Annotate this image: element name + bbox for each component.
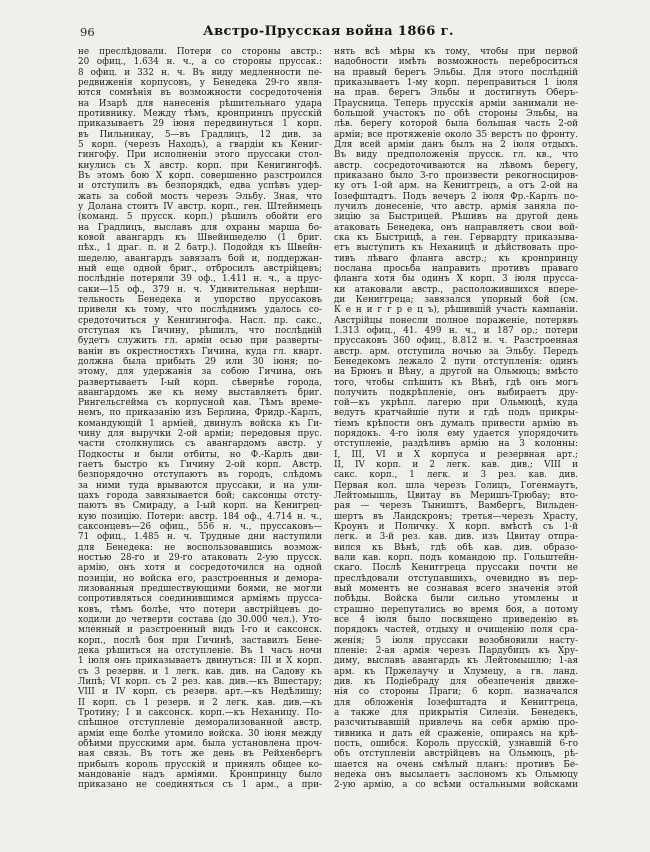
- text-line: позиціи, но войска его, разстроенныя и демора-: [78, 573, 322, 584]
- text-line: преслѣдовали отступавшихъ, очевидно въ пер-: [334, 573, 578, 584]
- text-line: 71 офиц., 1.485 н. ч. Трудные дни наступили: [78, 532, 322, 543]
- text-line: 2-ую армію, а со всѣми остальными войсками: [334, 780, 578, 791]
- text-line: паютъ въ Смираду, а I-ый корп. на Кенигрец-: [78, 501, 322, 512]
- text-line: съ 3 резервн. и 1 легк. кав. див. на Садову къ: [78, 666, 322, 677]
- text-line: арміи; все протяженіе около 35 верстъ по фронту.: [334, 129, 578, 140]
- text-line: Лейтомышль, Цвитау въ Меришъ-Трюбау; вто-: [334, 491, 578, 502]
- text-line: не преслѣдовали. Потери со стороны австр.:: [78, 47, 322, 57]
- text-line: тивника и дать ей сраженіе, опираясь на крѣ-: [334, 728, 578, 739]
- text-line: побѣды. Войска были сильно утомлены и: [334, 594, 578, 605]
- text-line: противнику. Между тѣмъ, кронпринцъ прусскій: [78, 108, 322, 119]
- text-line: ска къ Быстрицѣ, а ген. Гервардту приказыва-: [334, 232, 578, 243]
- text-line: ди Кениггреца; завязался упорный бой (см.: [334, 294, 578, 305]
- text-line: лучилъ донесеніе, что австр. армія заняла по-: [334, 201, 578, 212]
- text-line: все 4 іюля было посвящено приведенію въ: [334, 615, 578, 626]
- text-line: недека онъ высылаетъ заслономъ къ Ольмюцу: [334, 769, 578, 780]
- text-line: большой участокъ по обѣ стороны Эльбы, на: [334, 108, 578, 119]
- text-line: гингофу. При исполненіи этого пруссаки стол-: [78, 150, 322, 161]
- text-line: приказано было 3-го произвести рекогносциров-: [334, 170, 578, 181]
- text-line: саки—15 оф., 379 н. ч. Удивительная нерѣши-: [78, 284, 322, 295]
- text-line: развертываетъ I-ый корп. сѣвернѣе города,: [78, 377, 322, 388]
- text-line: средоточиться у Кенигингофа. Насл. пр. сакс.,: [78, 315, 322, 326]
- text-line: Праусница. Теперь прусскія арміи занимали не-: [334, 98, 578, 109]
- text-line: етъ выступить къ Неханицѣ и дѣйствовать про-: [334, 243, 578, 254]
- text-line: должна была прибыть 29 или 30 іюня; по-: [78, 356, 322, 367]
- text-line: ковъ, тѣмъ болѣе, что потери австрійцевъ до-: [78, 604, 322, 615]
- text-line: скаго. Послѣ Кениггреца пруссаки почти не: [334, 563, 578, 574]
- text-line: жать за собой мостъ черезъ Эльбу. Зная, что: [78, 191, 322, 202]
- text-line: тивъ лѣваго фланга австр.; къ кронпринцу: [334, 253, 578, 264]
- text-line: объ отступленіи австрійцевъ на Ольмюцъ, рѣ-: [334, 749, 578, 760]
- text-line: пленіе: 2-ая армія черезъ Пардубицъ къ Хру-: [334, 646, 578, 657]
- text-line: мленный и разстроенный видъ I-го и саксонск.: [78, 625, 322, 636]
- text-line: Кроунъ и Поличку. X корп. вмѣстѣ съ 1-й: [334, 522, 578, 533]
- text-line: на правый берегъ Эльбы. Для этого послѣдній: [334, 67, 578, 78]
- text-line: этому, для удержанія за собою Гичина, онъ: [78, 367, 322, 378]
- text-line: немъ, по приказанію изъ Берлина, Фридр.-Карлъ,: [78, 408, 322, 419]
- text-line: на Брюнъ и Вѣну, а другой на Ольмюцъ; вмѣсто: [334, 367, 578, 378]
- text-line: гаетъ быстро къ Гичину 2-ой корп. Австр.: [78, 460, 322, 471]
- text-line: гой—къ укрѣпл. лагерю при Ольмюцѣ, куда: [334, 398, 578, 409]
- text-line: 20 офиц., 1.634 н. ч., а со стороны пруссак.:: [78, 57, 322, 68]
- running-title: Австро-Прусская война 1866 г.: [203, 24, 454, 39]
- text-line: арм. къ Пржелаучу и Хлумецу, а гв. ланд.: [334, 666, 578, 677]
- text-line: сопротивляться соединившимся арміямъ прусса-: [78, 594, 322, 605]
- text-line: ются сомнѣнія въ возможности сосредоточенія: [78, 88, 322, 99]
- text-line: женія; 5 іюля пруссаки возобновили насту-: [334, 635, 578, 646]
- text-line: лѣв. берегу которой была большая часть 2-ой: [334, 119, 578, 130]
- text-line: на Градлицъ, выславъ для охраны марша бо-: [78, 222, 322, 233]
- text-line: Подкосты и были отбиты, но Ф.-Карлъ дви-: [78, 449, 322, 460]
- text-line: порядокъ. 4-го іюля ему удается упорядочить: [334, 429, 578, 440]
- text-line: дека рѣшиться на отступленіе. Въ 1 часъ ночи: [78, 646, 322, 657]
- text-line: безпорядочно отступаютъ въ городъ, слѣдомъ: [78, 470, 322, 481]
- text-line: привели къ тому, что послѣднимъ удалось со-: [78, 305, 322, 316]
- text-line: страшно перепутались во время боя, а потому: [334, 604, 578, 615]
- text-line: отступленіе, раздѣливъ армію на 3 колонны:: [334, 439, 578, 450]
- text-line: 1.313 офиц., 41. 499 н. ч., и 187 ор.; потери: [334, 325, 578, 336]
- text-line: ная связь. Въ тотъ же день въ Рейхенбергъ: [78, 749, 322, 760]
- text-line: фланга хотя бы одинъ X корп. 3 іюля прусса-: [334, 274, 578, 285]
- text-line: послѣдніе потеряли 39 оф., 1.411 н. ч., а прус-: [78, 274, 322, 285]
- text-line: атаковать Бенедека, онъ направляетъ свои вой-: [334, 222, 578, 233]
- text-line: и отступилъ въ безпорядкѣ, едва успѣвъ удер-: [78, 181, 322, 192]
- text-line: зицію за Быстрицей. Рѣшивъ на другой день: [334, 212, 578, 223]
- text-line: К е н и г г р е ц ъ), рѣшившій участь кампаніи.: [334, 305, 578, 316]
- text-line: I, III, VI и X корпуса и резервная арт.;: [334, 449, 578, 460]
- text-line: того, чтобы спѣшить къ Вѣнѣ, гдѣ онъ могъ: [334, 377, 578, 388]
- text-line: диму, выславъ авангардъ къ Лейтомышлю; 1-ая: [334, 656, 578, 667]
- text-line: Рингельсгейма съ корпусной кав. Тѣмъ време-: [78, 398, 322, 409]
- text-line: рая — черезъ Тыништъ, Вамбергъ, Вильден-: [334, 501, 578, 512]
- text-line: за ними туда врываются пруссаки, и на ули-: [78, 480, 322, 491]
- text-line: вился къ Вѣнѣ, гдѣ обѣ кав. див. образо-: [334, 542, 578, 553]
- text-line: для Бенедека: не воспользовавшись возмож-: [78, 542, 322, 553]
- text-line: ковой авангардъ къ Швейншеделю (1 бриг.: [78, 232, 322, 243]
- text-line: ностью 28-го и 29-го атаковать 2-ую прусск.: [78, 553, 322, 564]
- text-line: чину для выручки 2-ой арміи; передовыя прус.: [78, 429, 322, 440]
- text-line: II корп. съ 1 резерв. и 2 легк. кав. див.—къ: [78, 697, 322, 708]
- text-line: тіемъ крѣпости онъ думалъ привести армію въ: [334, 418, 578, 429]
- text-line: Для всей арміи данъ былъ на 2 іюля отдыхъ.: [334, 139, 578, 150]
- text-line: VIII и IV корп. съ резерв. арт.—къ Недѣлишу;: [78, 687, 322, 698]
- text-line: армію, онъ хотя и сосредоточился на одной: [78, 563, 322, 574]
- text-line: въ Пильникау, 5—въ Градлицъ, 12 див. за: [78, 129, 322, 140]
- text-line: части столкнулись съ авангардомъ австр. у: [78, 439, 322, 450]
- text-line: отступая къ Гичину, рѣшилъ, что послѣдній: [78, 325, 322, 336]
- text-line: лизованныя предшествующими боями, не могли: [78, 584, 322, 595]
- text-line: приказываетъ 29 іюня передвинуться 1 корп.: [78, 119, 322, 130]
- text-line: шается на очень смѣлый планъ: противъ Бе-: [334, 759, 578, 770]
- text-line: легк. и 3-й рез. кав. див. изъ Цвитау отпра-: [334, 532, 578, 543]
- left-column: [78, 47, 322, 791]
- text-line: для обложенія Іозефштадта и Кениггреца,: [334, 697, 578, 708]
- text-line: послана просьба направить противъ праваго: [334, 263, 578, 274]
- text-line: пость, ошибся. Король прусскій, узнавшій 6-го: [334, 738, 578, 749]
- text-line: Бенедекомъ лежало 2 пути отступленія: одинъ: [334, 356, 578, 367]
- text-line: пруссаковъ 360 офиц., 8.812 н. ч. Разстроенная: [334, 336, 578, 347]
- text-line: Въ этомъ бою X корп. совершенно разстроился: [78, 170, 322, 181]
- text-line: Липѣ; VI корп. съ 2 рез. кав. див.—къ Вшестару;: [78, 677, 322, 688]
- page-header: [78, 24, 579, 40]
- text-line: нять всѣ мѣры къ тому, чтобы при первой: [334, 47, 578, 57]
- text-line: ходили до четверти состава (до 30.000 чел.). Уто-: [78, 615, 322, 626]
- text-line: II, IV корп. и 2 легк. кав. див.; VIII и: [334, 460, 578, 471]
- text-line: вый моментъ не сознавая всего значенія этой: [334, 584, 578, 595]
- text-line: 1 іюля онъ приказываетъ двинуться: III и X корп.: [78, 656, 322, 667]
- text-line: кую позицію. Потери: австр. 184 оф., 4.714 н. ч.,: [78, 511, 322, 522]
- text-line: ный еще одной бриг., отбросилъ австрійцевъ;: [78, 263, 322, 274]
- text-line: 8 офиц. и 332 н. ч. Въ виду медленности пе-: [78, 67, 322, 78]
- text-line: шертъ въ Ландскронъ; третья—черезъ Храсту,: [334, 511, 578, 522]
- text-line: (команд. 5 прусск. корп.) рѣшилъ обойти его: [78, 212, 322, 223]
- text-line: на прав. берегъ Эльбы и достигнуть Оберъ-: [334, 88, 578, 99]
- text-line: вали кав. корп. подъ командою пр. Гольштейн-: [334, 553, 578, 564]
- text-line: сакс. корп., 1 легк. и 3 рез. кав. див.: [334, 470, 578, 481]
- text-line: 5 корп. (черезъ Находъ), а гвардіи къ Кениг-: [78, 139, 322, 150]
- text-line: нія со стороны Праги; 6 корп. назначался: [334, 687, 578, 698]
- text-block: [78, 47, 579, 791]
- text-line: австр. арм. отступила ночью за Эльбу. Передъ: [334, 346, 578, 357]
- text-line: ваніи въ окрестностяхъ Гичина, куда гл. кварт.: [78, 346, 322, 357]
- text-line: приказано не соединяться съ 1 арм., а при-: [78, 780, 322, 791]
- text-line: у Долана стоитъ IV австр. корп., ген. Штейнмецъ: [78, 201, 322, 212]
- text-line: порядокъ частей, отдыху и очищенію поля сра-: [334, 625, 578, 636]
- text-line: авангардомъ же къ нему выставляетъ бриг.: [78, 387, 322, 398]
- text-line: див. къ Подіебраду для обезпеченія движе-: [334, 677, 578, 688]
- text-line: шеделю, авангардъ завязалъ бой и, поддержан-: [78, 253, 322, 264]
- text-line: прибылъ король прусскій и принялъ общее ко-: [78, 759, 322, 770]
- text-line: приказываетъ 1-му корп. переправиться 1 іюля: [334, 77, 578, 88]
- text-line: разсчитывавшій привлечь на себя армію про-: [334, 718, 578, 729]
- text-line: ведутъ кратчайшіе пути и гдѣ подъ прикры-: [334, 408, 578, 419]
- text-line: а также для прикрытія Силезіи. Бенедекъ,: [334, 708, 578, 718]
- text-line: тельность Бенедека и упорство пруссаковъ: [78, 294, 322, 305]
- text-line: Въ виду предположенія прусск. гл. кв., что: [334, 150, 578, 161]
- right-column: [334, 47, 578, 791]
- text-line: редвиженія корпусовъ, у Бенедека 29-го явля-: [78, 77, 322, 88]
- text-line: Первая кол. шла черезъ Голицъ, Гогенмаутъ,: [334, 480, 578, 491]
- text-line: командующій 1 арміей, двинулъ войска къ Ги-: [78, 418, 322, 429]
- text-line: будетъ служить гл. арміи осью при разверты-: [78, 336, 322, 347]
- text-line: Тротину; I и саксонск. корп.—къ Неханицу. По-: [78, 708, 322, 718]
- text-line: саксонцевъ—26 офиц., 556 н. ч., пруссаковъ—: [78, 522, 322, 533]
- text-line: пѣх., 1 драг. п. и 2 батр.). Подойдя къ Швейн-: [78, 243, 322, 254]
- text-line: спѣшное отступленіе деморализованной австр.: [78, 718, 322, 729]
- text-line: австр. сосредоточиваются на лѣвомъ берегу,: [334, 160, 578, 171]
- text-line: ки атаковали австр., расположившихся впере-: [334, 284, 578, 295]
- text-line: на Изарѣ для нанесенія рѣшительнаго удара: [78, 98, 322, 109]
- page-number: 96: [80, 25, 95, 39]
- text-line: цахъ города завязывается бой; саксонцы отсту-: [78, 491, 322, 502]
- text-line: Іозефштадтъ. Подъ вечеръ 2 іюля Фр.-Карлъ по-: [334, 191, 578, 202]
- text-line: Австрійцы понесли полное пораженіе, потерявъ: [334, 315, 578, 326]
- text-line: надобности имѣть возможность переброситься: [334, 57, 578, 68]
- text-line: получить подкрѣпленіе, онъ выбираетъ дру-: [334, 387, 578, 398]
- text-line: арміи еще болѣе утомило войска. 30 іюня между: [78, 728, 322, 739]
- text-line: кнулись съ X австр. корп. при Кенигингофѣ.: [78, 160, 322, 171]
- text-line: мандованіе надъ арміями. Кронпринцу было: [78, 769, 322, 780]
- text-line: корп., послѣ боя при Гичинѣ, заставилъ Бене-: [78, 635, 322, 646]
- text-line: ку отъ 1-ой арм. на Кениггрецъ, а отъ 2-ой на: [334, 181, 578, 192]
- text-line: обѣими прусскими арм. была установлена проч-: [78, 738, 322, 749]
